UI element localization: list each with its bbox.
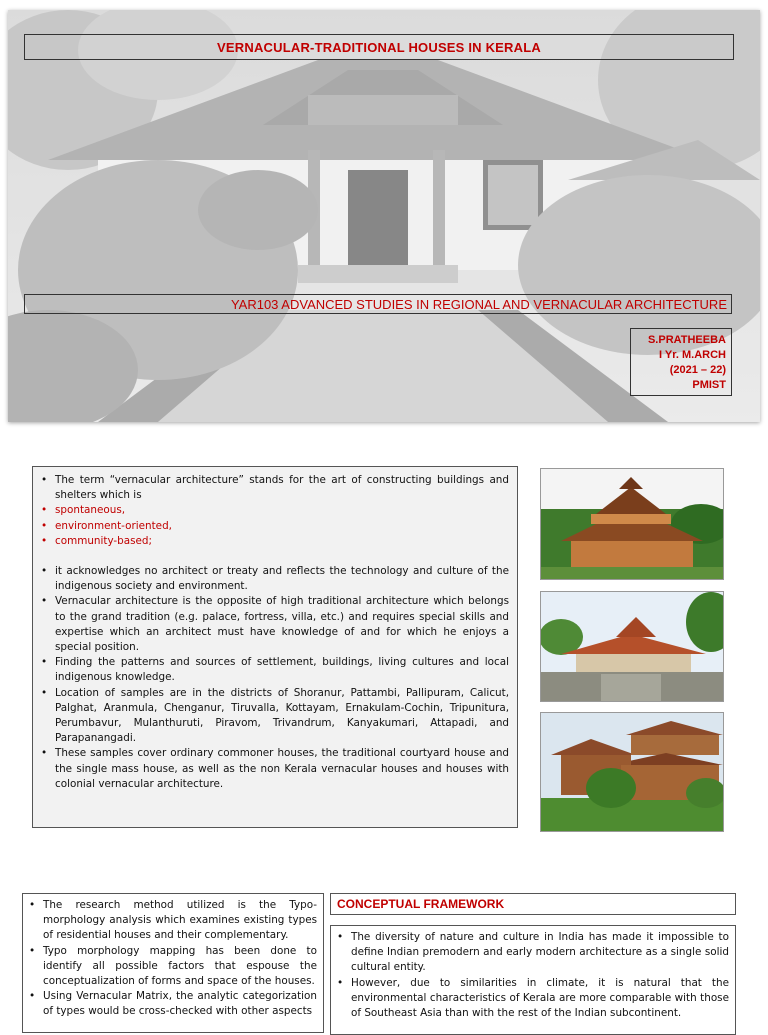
intro-point: • it acknowledges no architect or treaty and reflects the technology and culture of the indigenous society and environment.	[41, 564, 509, 594]
house-photo-1	[540, 468, 724, 580]
method-point: • Using Vernacular Matrix, the analytic categorization of types would be cross-checked with other aspects	[29, 989, 317, 1019]
cover-slide	[8, 10, 760, 422]
intro-points	[41, 564, 509, 792]
author-year: (2021 – 22)	[669, 364, 726, 376]
framework-list	[337, 930, 729, 1021]
intro-point: • These samples cover ordinary commoner houses, the traditional courtyard house and the single mass house, as well as the non Kerala vernacular houses and houses with colonial vernacular architecture.	[41, 746, 509, 792]
author-institute: PMIST	[692, 379, 726, 391]
intro-point: • Vernacular architecture is the opposite of high traditional architecture which belongs to the grand tradition (e.g. palace, fortress, villa, etc.) and requires special skills and expertise which an architect must have knowledge of and for which he enjoys a special position.	[41, 594, 509, 655]
framework-panel	[330, 925, 736, 1035]
presentation-title: VERNACULAR-TRADITIONAL HOUSES IN KERALA	[24, 34, 734, 60]
intro-point: • Location of samples are in the districts of Shoranur, Pattambi, Pallipuram, Calicut, Palghat, Aranmula, Chenganur, Tiruvalla, Kottayam, Ernakulam-Cochin, Tripunitura, Perumbavur, Mulanthuruti, Piravom, Trivandrum, Kanyakumari, Attapadi, and Parapanangadi.	[41, 686, 509, 747]
author-program: I Yr. M.ARCH	[658, 349, 726, 361]
intro-list	[41, 473, 509, 549]
course-title: YAR103 ADVANCED STUDIES IN REGIONAL AND VERNACULAR ARCHITECTURE	[24, 294, 732, 314]
author-name: S.PRATHEEBA	[647, 334, 726, 346]
highlight-item: • spontaneous,	[41, 503, 509, 518]
intro-panel	[32, 466, 518, 828]
framework-point: • However, due to similarities in climate, it is natural that the environmental characteristics of Kerala are more comparable with those of Southeast Asia than with the rest of the Indian subcontinent.	[337, 976, 729, 1022]
intro-point: • Finding the patterns and sources of settlement, buildings, living cultures and local indigenous knowledge.	[41, 655, 509, 685]
method-list	[29, 898, 317, 1020]
author-info	[630, 328, 732, 396]
house-photo-2	[540, 591, 724, 702]
method-point: • Typo morphology mapping has been done to identify all possible factors that espouse the conceptualization of forms and space of the houses.	[29, 944, 317, 990]
intro-lead: • The term “vernacular architecture” stands for the art of constructing buildings and shelters which is	[41, 473, 509, 503]
method-point: • The research method utilized is the Typo-morphology analysis which examines existing types of residential houses and their complementary.	[29, 898, 317, 944]
house-photo-3	[540, 712, 724, 832]
framework-heading: CONCEPTUAL FRAMEWORK	[330, 893, 736, 915]
highlight-item: • environment-oriented,	[41, 519, 509, 534]
method-panel	[22, 893, 324, 1033]
framework-point: • The diversity of nature and culture in India has made it impossible to define Indian premodern and early modern architecture as a single solid cultural entity.	[337, 930, 729, 976]
highlight-item: • community-based;	[41, 534, 509, 549]
